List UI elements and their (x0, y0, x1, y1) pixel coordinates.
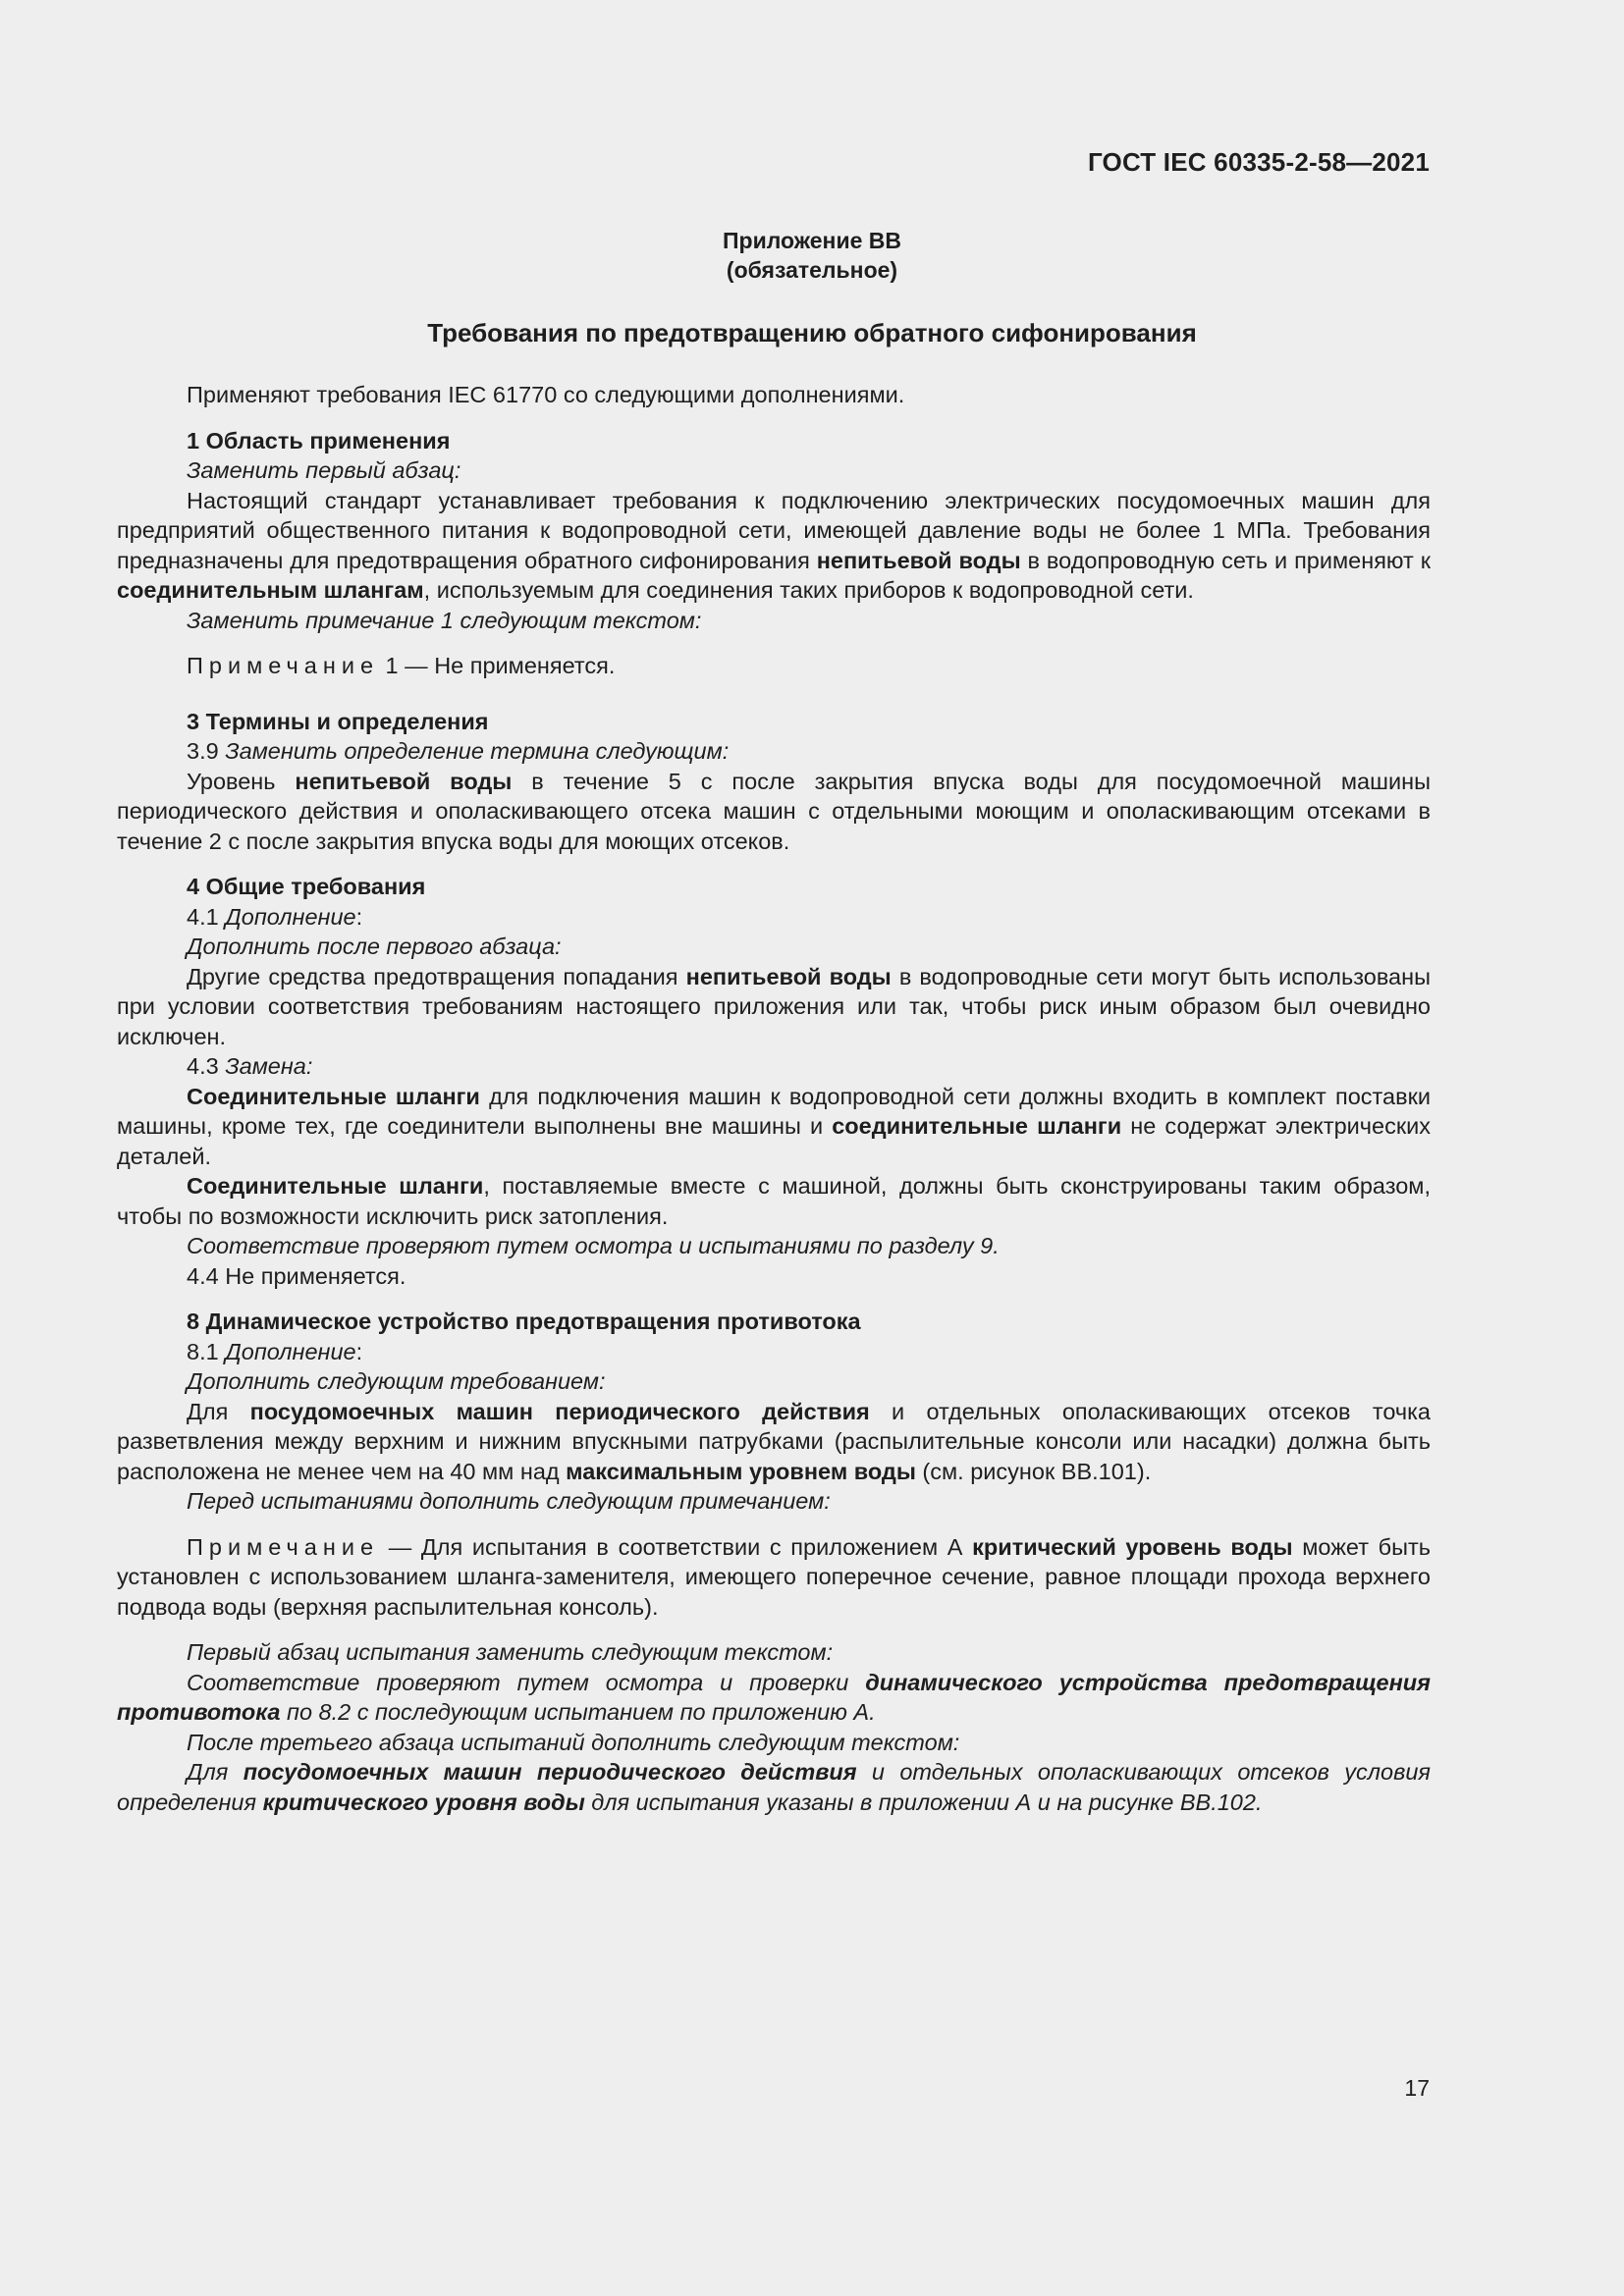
section-4-3-paragraph-2: Соединительные шланги, поставляемые вместе с машиной, должны быть сконструированы таким образом, чтобы по возможности исключить риск затопления. (117, 1173, 1431, 1229)
section-8-compliance: Соответствие проверяют путем осмотра и проверки динамического устройства предотвращения противотока по 8.2 с последующим испытанием по приложению А. (117, 1669, 1431, 1725)
section-8-final-paragraph: Для посудомоечных машин периодического действия и отдельных ополаскивающих отсеков условия определения критического уровня воды для испытания указаны в приложении А и на рисунке ВВ.102. (117, 1759, 1431, 1815)
section-4-3-instruction: 4.3 Замена: (187, 1053, 313, 1079)
annex-title: Приложение ВВ (722, 228, 901, 253)
section-1-note-instruction: Заменить примечание 1 следующим текстом: (187, 607, 702, 633)
section-3-heading: 3 Термины и определения (187, 708, 489, 734)
section-8-1-add-instruction: Дополнить следующим требованием: (187, 1368, 606, 1394)
section-4-compliance: Соответствие проверяют путем осмотра и испытаниями по разделу 9. (187, 1233, 1000, 1258)
annex-title-block (0, 226, 1624, 285)
section-4-4: 4.4 Не применяется. (187, 1262, 406, 1289)
section-4-1-add-instruction: Дополнить после первого абзаца: (187, 934, 562, 959)
section-3-instruction: 3.9 Заменить определение термина следующим: (187, 738, 730, 764)
annex-status: (обязательное) (726, 257, 898, 283)
section-3-paragraph: Уровень непитьевой воды в течение 5 с после закрытия впуска воды для посудомоечной машины периодического действия и ополаскивающего отсека машин с отдельными моющим и ополаскивающим отсеками в течение 2 с после закрытия впуска воды для моющих отсеков. (117, 768, 1431, 854)
section-8-third-paragraph-instruction: После третьего абзаца испытаний дополнить следующим текстом: (187, 1729, 960, 1755)
annex-heading: Требования по предотвращению обратного сифонирования (427, 318, 1197, 347)
section-8-first-paragraph-instruction: Первый абзац испытания заменить следующим текстом: (187, 1639, 834, 1665)
section-4-3-paragraph-1: Соединительные шланги для подключения машин к водопроводной сети должны входить в комплект поставки машины, кроме тех, где соединители выполнены вне машины и соединительные шланги не содержат электрических деталей. (117, 1083, 1431, 1169)
document-body (117, 380, 1431, 1817)
section-8-1-paragraph: Для посудомоечных машин периодического действия и отдельных ополаскивающих отсеков точка разветвления между верхним и нижним впускными патрубками (распылительные консоли или насадки) должна быть расположена не менее чем на 40 мм над максимальным уровнем воды (см. рисунок ВВ.101). (117, 1398, 1431, 1484)
section-1-note: Примечание 1 — Не применяется. (187, 653, 616, 678)
section-4-heading: 4 Общие требования (187, 874, 426, 899)
note-label: Примечание (187, 1533, 380, 1560)
section-4-1-paragraph: Другие средства предотвращения попадания непитьевой воды в водопроводные сети могут быть использованы при условии соответствия требованиям настоящего приложения или так, чтобы риск иным образом был очевидно исключен. (117, 963, 1431, 1049)
section-1-paragraph: Настоящий стандарт устанавливает требования к подключению электрических посудомоечных машин для предприятий общественного питания к водопроводной сети, имеющей давление воды не более 1 МПа. Требования предназначены для предотвращения обратного сифонирования непитьевой воды в водопроводную сеть и применяют к соединительным шлангам, используемым для соединения таких приборов к водопроводной сети. (117, 487, 1431, 603)
section-4-1-instruction: 4.1 Дополнение: (187, 903, 363, 930)
section-8-1-instruction: 8.1 Дополнение: (187, 1338, 363, 1364)
document-id-header: ГОСТ IEC 60335-2-58—2021 (1087, 147, 1430, 177)
section-1-instruction: Заменить первый абзац: (187, 457, 461, 483)
section-8-note-instruction: Перед испытаниями дополнить следующим примечанием: (187, 1488, 831, 1514)
section-8-note: Примечание — Для испытания в соответствии с приложением А критический уровень воды может быть установлен с использованием шланга-заменителя, имеющего поперечное сечение, равное площади прохода верхнего подвода воды (верхняя распылительная консоль). (117, 1533, 1431, 1620)
section-8-heading: 8 Динамическое устройство предотвращения противотока (187, 1308, 861, 1334)
page-number: 17 (1404, 2075, 1430, 2101)
section-1-heading: 1 Область применения (187, 427, 451, 454)
note-label: Примечание (187, 653, 380, 678)
intro-paragraph: Применяют требования IEC 61770 со следующими дополнениями. (187, 382, 905, 407)
